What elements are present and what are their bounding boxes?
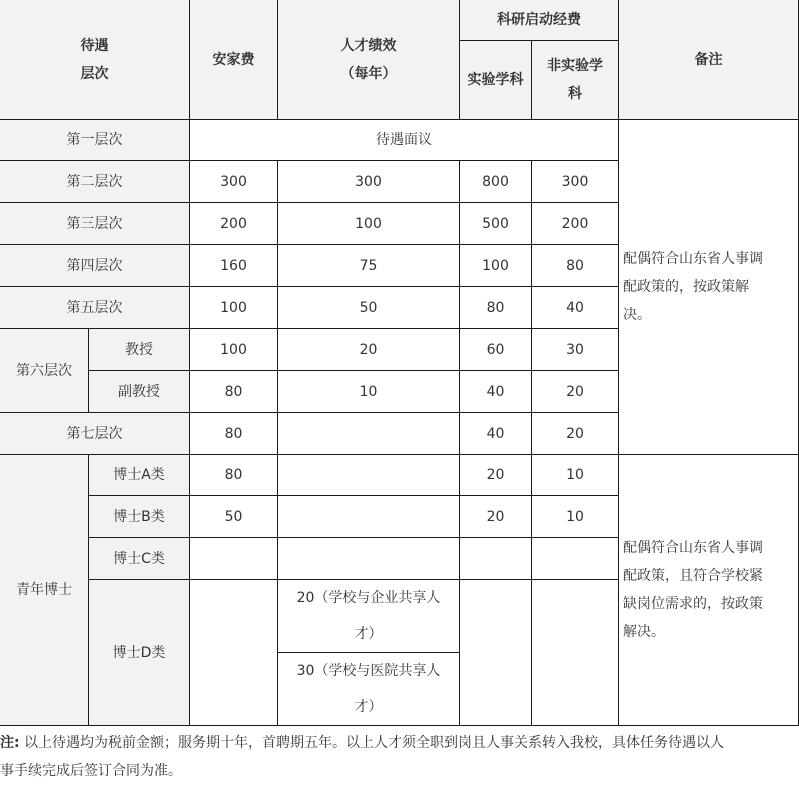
level6-assoc-professor-experimental: 40 bbox=[460, 371, 532, 413]
phd-c-experimental bbox=[460, 538, 532, 580]
level6-professor-experimental: 60 bbox=[460, 329, 532, 371]
phd-d-performance-enterprise bbox=[278, 580, 460, 653]
level4-label: 第四层次 bbox=[0, 245, 190, 287]
level3-label: 第三层次 bbox=[0, 203, 190, 245]
remarks-group2-line4: 解决。 bbox=[623, 624, 665, 640]
level3-experimental: 500 bbox=[460, 203, 532, 245]
remarks-group1-line2: 配政策的，按政策解 bbox=[623, 279, 749, 295]
level5-settlement: 100 bbox=[190, 287, 278, 329]
header-non-experimental bbox=[532, 41, 619, 120]
footnote-line2: 事手续完成后签订合同为准。 bbox=[0, 763, 182, 779]
remarks-group2-line1: 配偶符合山东省人事调 bbox=[623, 540, 763, 556]
remarks-group1-line1: 配偶符合山东省人事调 bbox=[623, 251, 763, 267]
footnote-line1 bbox=[0, 729, 799, 757]
phd-a-non-experimental: 10 bbox=[532, 455, 619, 496]
header-level bbox=[0, 0, 190, 120]
young-phd-label: 青年博士 bbox=[0, 455, 89, 726]
phd-d-perf-hospital-line2: 才） bbox=[354, 699, 383, 715]
level6-assoc-professor-label: 副教授 bbox=[89, 371, 190, 413]
phd-d-settlement bbox=[190, 580, 278, 726]
level1-label: 第一层次 bbox=[0, 120, 190, 161]
level6-assoc-professor-non-experimental: 20 bbox=[532, 371, 619, 413]
level7-settlement: 80 bbox=[190, 413, 278, 455]
level3-non-experimental: 200 bbox=[532, 203, 619, 245]
level3-settlement: 200 bbox=[190, 203, 278, 245]
remarks-group2 bbox=[619, 455, 799, 726]
phd-a-label: 博士A类 bbox=[89, 455, 190, 496]
phd-c-performance bbox=[278, 538, 460, 580]
header-non-experimental-line2: 科 bbox=[568, 86, 582, 102]
footnote bbox=[0, 729, 799, 785]
level2-settlement: 300 bbox=[190, 161, 278, 203]
phd-b-settlement: 50 bbox=[190, 496, 278, 538]
header-performance bbox=[278, 0, 460, 120]
level2-experimental: 800 bbox=[460, 161, 532, 203]
level6-professor-performance: 20 bbox=[278, 329, 460, 371]
level7-performance bbox=[278, 413, 460, 455]
level6-assoc-professor-settlement: 80 bbox=[190, 371, 278, 413]
level2-label: 第二层次 bbox=[0, 161, 190, 203]
level5-label: 第五层次 bbox=[0, 287, 190, 329]
level7-non-experimental: 20 bbox=[532, 413, 619, 455]
level4-non-experimental: 80 bbox=[532, 245, 619, 287]
level4-experimental: 100 bbox=[460, 245, 532, 287]
level6-professor-non-experimental: 30 bbox=[532, 329, 619, 371]
footnote-line1-text: 以上待遇均为税前金额；服务期十年，首聘期五年。以上人才须全职到岗且人事关系转入我校，具体任务待遇以人 bbox=[19, 735, 725, 751]
phd-a-performance bbox=[278, 455, 460, 496]
level5-non-experimental: 40 bbox=[532, 287, 619, 329]
header-experimental: 实验学科 bbox=[460, 41, 532, 120]
level6-label: 第六层次 bbox=[0, 329, 89, 413]
phd-a-experimental: 20 bbox=[460, 455, 532, 496]
header-research-fund: 科研启动经费 bbox=[460, 0, 619, 41]
header-performance-line1: 人才绩效 bbox=[340, 37, 397, 54]
level5-performance: 50 bbox=[278, 287, 460, 329]
phd-d-perf-hospital-line1: 30（学校与医院共享人 bbox=[296, 663, 441, 679]
level6-professor-label: 教授 bbox=[89, 329, 190, 371]
phd-b-non-experimental: 10 bbox=[532, 496, 619, 538]
header-non-experimental-line1: 非实验学 bbox=[547, 58, 603, 74]
level2-performance: 300 bbox=[278, 161, 460, 203]
phd-c-non-experimental bbox=[532, 538, 619, 580]
level7-label: 第七层次 bbox=[0, 413, 190, 455]
phd-c-label: 博士C类 bbox=[89, 538, 190, 580]
level4-settlement: 160 bbox=[190, 245, 278, 287]
level6-assoc-professor-performance: 10 bbox=[278, 371, 460, 413]
header-level-line2: 层次 bbox=[80, 65, 109, 82]
level5-experimental: 80 bbox=[460, 287, 532, 329]
level2-non-experimental: 300 bbox=[532, 161, 619, 203]
footnote-label: 注: bbox=[0, 735, 20, 751]
phd-b-performance bbox=[278, 496, 460, 538]
phd-d-perf-enterprise-line2: 才） bbox=[354, 626, 383, 642]
phd-c-settlement bbox=[190, 538, 278, 580]
phd-d-experimental bbox=[460, 580, 532, 726]
phd-d-label: 博士D类 bbox=[89, 580, 190, 726]
remarks-group1 bbox=[619, 120, 799, 455]
level4-performance: 75 bbox=[278, 245, 460, 287]
remarks-group2-line2: 配政策，且符合学校紧 bbox=[623, 568, 763, 584]
header-remarks: 备注 bbox=[619, 0, 799, 120]
phd-d-performance-hospital bbox=[278, 653, 460, 726]
header-level-line1: 待遇 bbox=[80, 37, 109, 54]
table-row bbox=[0, 120, 799, 161]
phd-b-experimental: 20 bbox=[460, 496, 532, 538]
level3-performance: 100 bbox=[278, 203, 460, 245]
level1-negotiable: 待遇面议 bbox=[190, 120, 619, 161]
header-performance-line2: （每年） bbox=[340, 65, 397, 82]
phd-a-settlement: 80 bbox=[190, 455, 278, 496]
remarks-group1-line3: 决。 bbox=[623, 307, 651, 323]
level7-experimental: 40 bbox=[460, 413, 532, 455]
phd-b-label: 博士B类 bbox=[89, 496, 190, 538]
header-settlement: 安家费 bbox=[190, 0, 278, 120]
level6-professor-settlement: 100 bbox=[190, 329, 278, 371]
phd-d-non-experimental bbox=[532, 580, 619, 726]
remarks-group2-line3: 缺岗位需求的，按政策 bbox=[623, 596, 763, 612]
phd-d-perf-enterprise-line1: 20（学校与企业共享人 bbox=[296, 590, 441, 606]
table-row bbox=[0, 455, 799, 496]
